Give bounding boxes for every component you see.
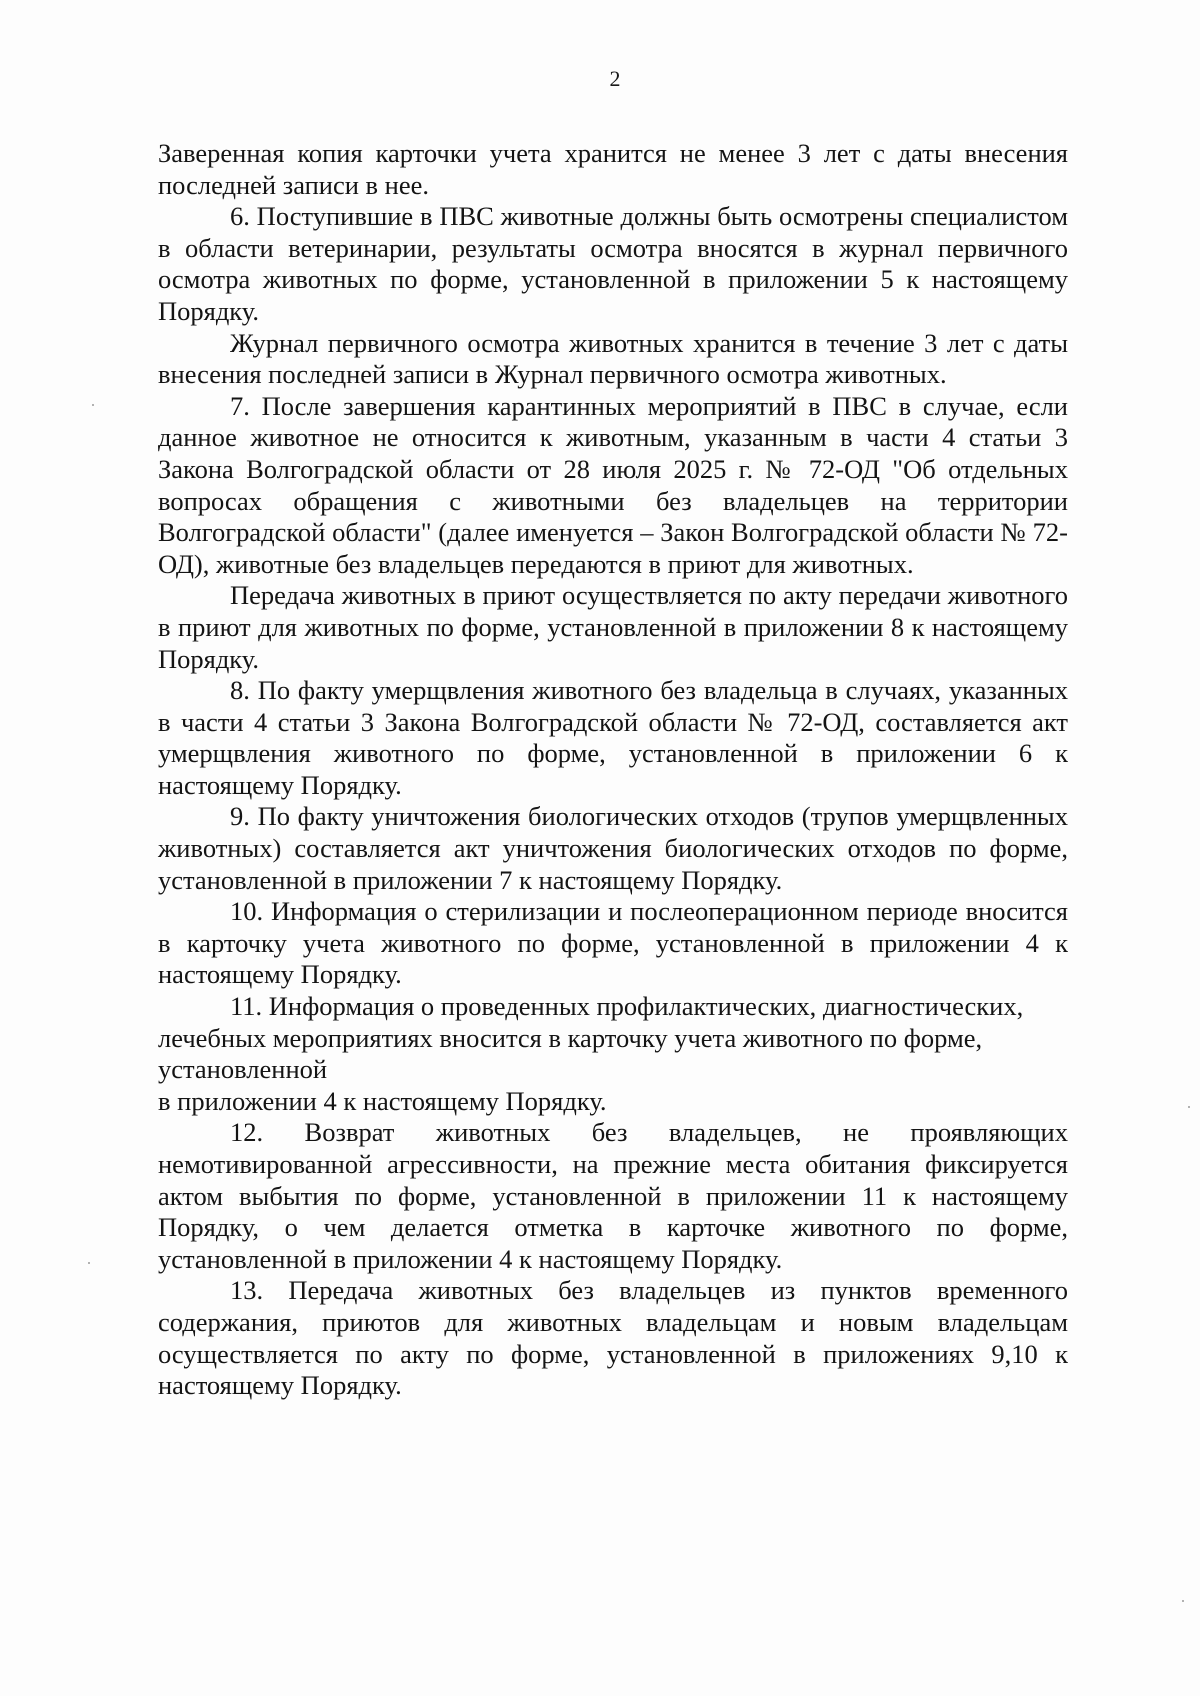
page-number: 2 [609,66,621,91]
paragraph: 9. По факту уничтожения биологических отходов (трупов умерщвленных животных) составляется акт уничтожения биологических отходов по форме, установленной в приложении 7 к настоящему Порядку. [158,801,1068,895]
paragraph: 7. После завершения карантинных мероприятий в ПВС в случае, если данное животное не относится к животным, указанным в части 4 статьи 3 Закона Волгоградской области от 28 июля 2025 г. № 72-ОД "Об отдельных вопросах обращения с животными без владельцев на территории Волгоградской области" (далее именуется – Закон Волгоградской области № 72-ОД), животные без владельцев передаются в приют для животных. [158,390,1068,579]
document-body [158,138,1068,1402]
paragraph: Заверенная копия карточки учета хранится не менее 3 лет с даты внесения последней записи в нее. [158,138,1068,200]
paragraph: 12. Возврат животных без владельцев, не проявляющих немотивированной агрессивности, на прежние места обитания фиксируется актом выбытия по форме, установленной в приложении 11 к настоящему Порядку, о чем делается отметка в карточке животного по форме, установленной в приложении 4 к настоящему Порядку. [158,1117,1068,1274]
paragraph: Журнал первичного осмотра животных хранится в течение 3 лет с даты внесения последней записи в Журнал первичного осмотра животных. [158,327,1068,390]
paragraph: в приложении 4 к настоящему Порядку. [158,1085,607,1116]
paragraph: 11. Информация о проведенных профилактических, диагностических, лечебных мероприятиях вносится в карточку учета животного по форме, установленной [158,991,1024,1085]
scan-speck [92,404,94,406]
scan-speck [1188,1106,1190,1108]
paragraph: 8. По факту умерщвления животного без владельца в случаях, указанных в части 4 статьи 3 Закона Волгоградской области № 72-ОД, составляется акт умерщвления животного по форме, установленной в приложении 6 к настоящему Порядку. [158,675,1068,800]
paragraph: 13. Передача животных без владельцев из пунктов временного содержания, приютов для животных владельцам и новым владельцам осуществляется по акту по форме, установленной в приложениях 9,10 к настоящему Порядку. [158,1275,1068,1401]
paragraph: 10. Информация о стерилизации и послеоперационном периоде вносится в карточку учета животного по форме, установленной в приложении 4 к настоящему Порядку. [158,896,1068,990]
scan-speck [88,1262,90,1264]
scan-speck [1182,1600,1184,1602]
paragraph: Передача животных в приют осуществляется по акту передачи животного в приют для животных по форме, установленной в приложении 8 к настоящему Порядку. [158,580,1068,674]
paragraph: 6. Поступившие в ПВС животные должны быть осмотрены специалистом в области ветеринарии, результаты осмотра вносятся в журнал первичного осмотра животных по форме, установленной в приложении 5 к настоящему Порядку. [158,201,1068,326]
